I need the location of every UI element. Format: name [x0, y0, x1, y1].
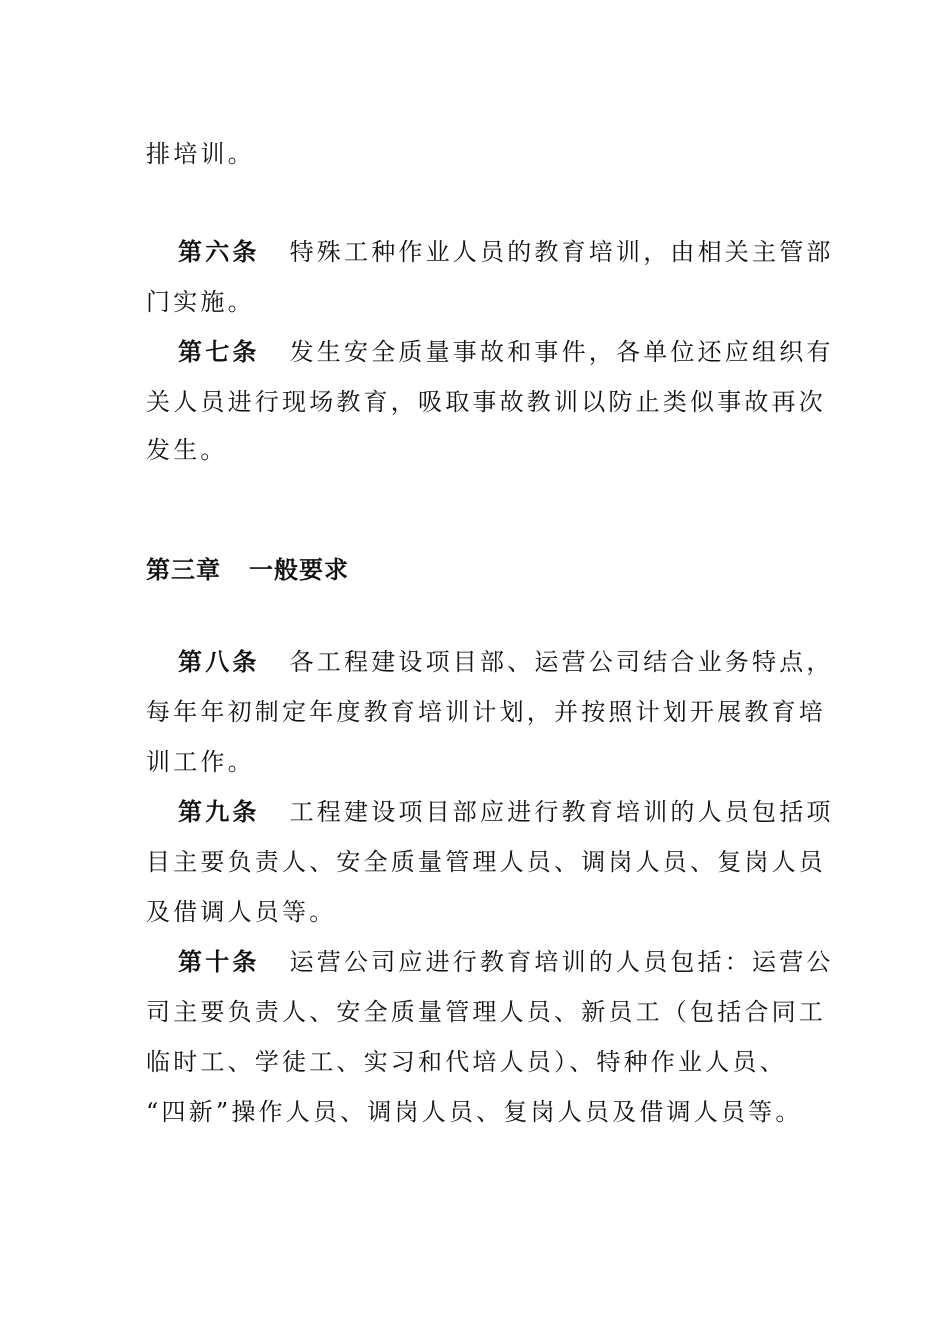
- paragraph-line: 训工作。: [146, 748, 255, 776]
- chapter-heading: [146, 554, 349, 586]
- paragraph-line: 司主要负责人、安全质量管理人员、新员工（包括合同工: [146, 998, 826, 1026]
- paragraph-line: 目主要负责人、安全质量管理人员、调岗人员、复岗人员: [146, 848, 826, 876]
- article-label: 第九条: [178, 798, 260, 826]
- article-8: [178, 646, 838, 678]
- paragraph-line: 排培训。: [146, 140, 255, 168]
- paragraph-line: 发生。: [146, 436, 228, 464]
- article-10: [178, 946, 838, 978]
- chapter-number: 第三章: [146, 556, 221, 584]
- article-label: 第七条: [178, 338, 260, 366]
- paragraph-line: 临时工、学徒工、实习和代培人员）、特种作业人员、: [146, 1048, 787, 1076]
- article-text: 特殊工种作业人员的教育培训，由相关主管部: [289, 238, 834, 266]
- article-9: [178, 796, 838, 828]
- article-7: [178, 336, 838, 368]
- article-text: 工程建设项目部应进行教育培训的人员包括项: [289, 798, 834, 826]
- paragraph-line: 门实施。: [146, 288, 255, 316]
- article-text: 运营公司应进行教育培训的人员包括：运营公: [289, 948, 834, 976]
- article-label: 第八条: [178, 648, 260, 676]
- article-label: 第十条: [178, 948, 260, 976]
- paragraph-line: 每年年初制定年度教育培训计划，并按照计划开展教育培: [146, 698, 826, 726]
- paragraph-line: “四新”操作人员、调岗人员、复岗人员及借调人员等。: [146, 1098, 803, 1126]
- chapter-title: 一般要求: [249, 556, 349, 584]
- paragraph-line: 关人员进行现场教育，吸取事故教训以防止类似事故再次: [146, 388, 826, 416]
- paragraph-line: 及借调人员等。: [146, 898, 337, 926]
- article-6: [178, 236, 838, 268]
- article-text: 发生安全质量事故和事件，各单位还应组织有: [289, 338, 834, 366]
- article-label: 第六条: [178, 238, 260, 266]
- article-text: 各工程建设项目部、运营公司结合业务特点，: [289, 648, 834, 676]
